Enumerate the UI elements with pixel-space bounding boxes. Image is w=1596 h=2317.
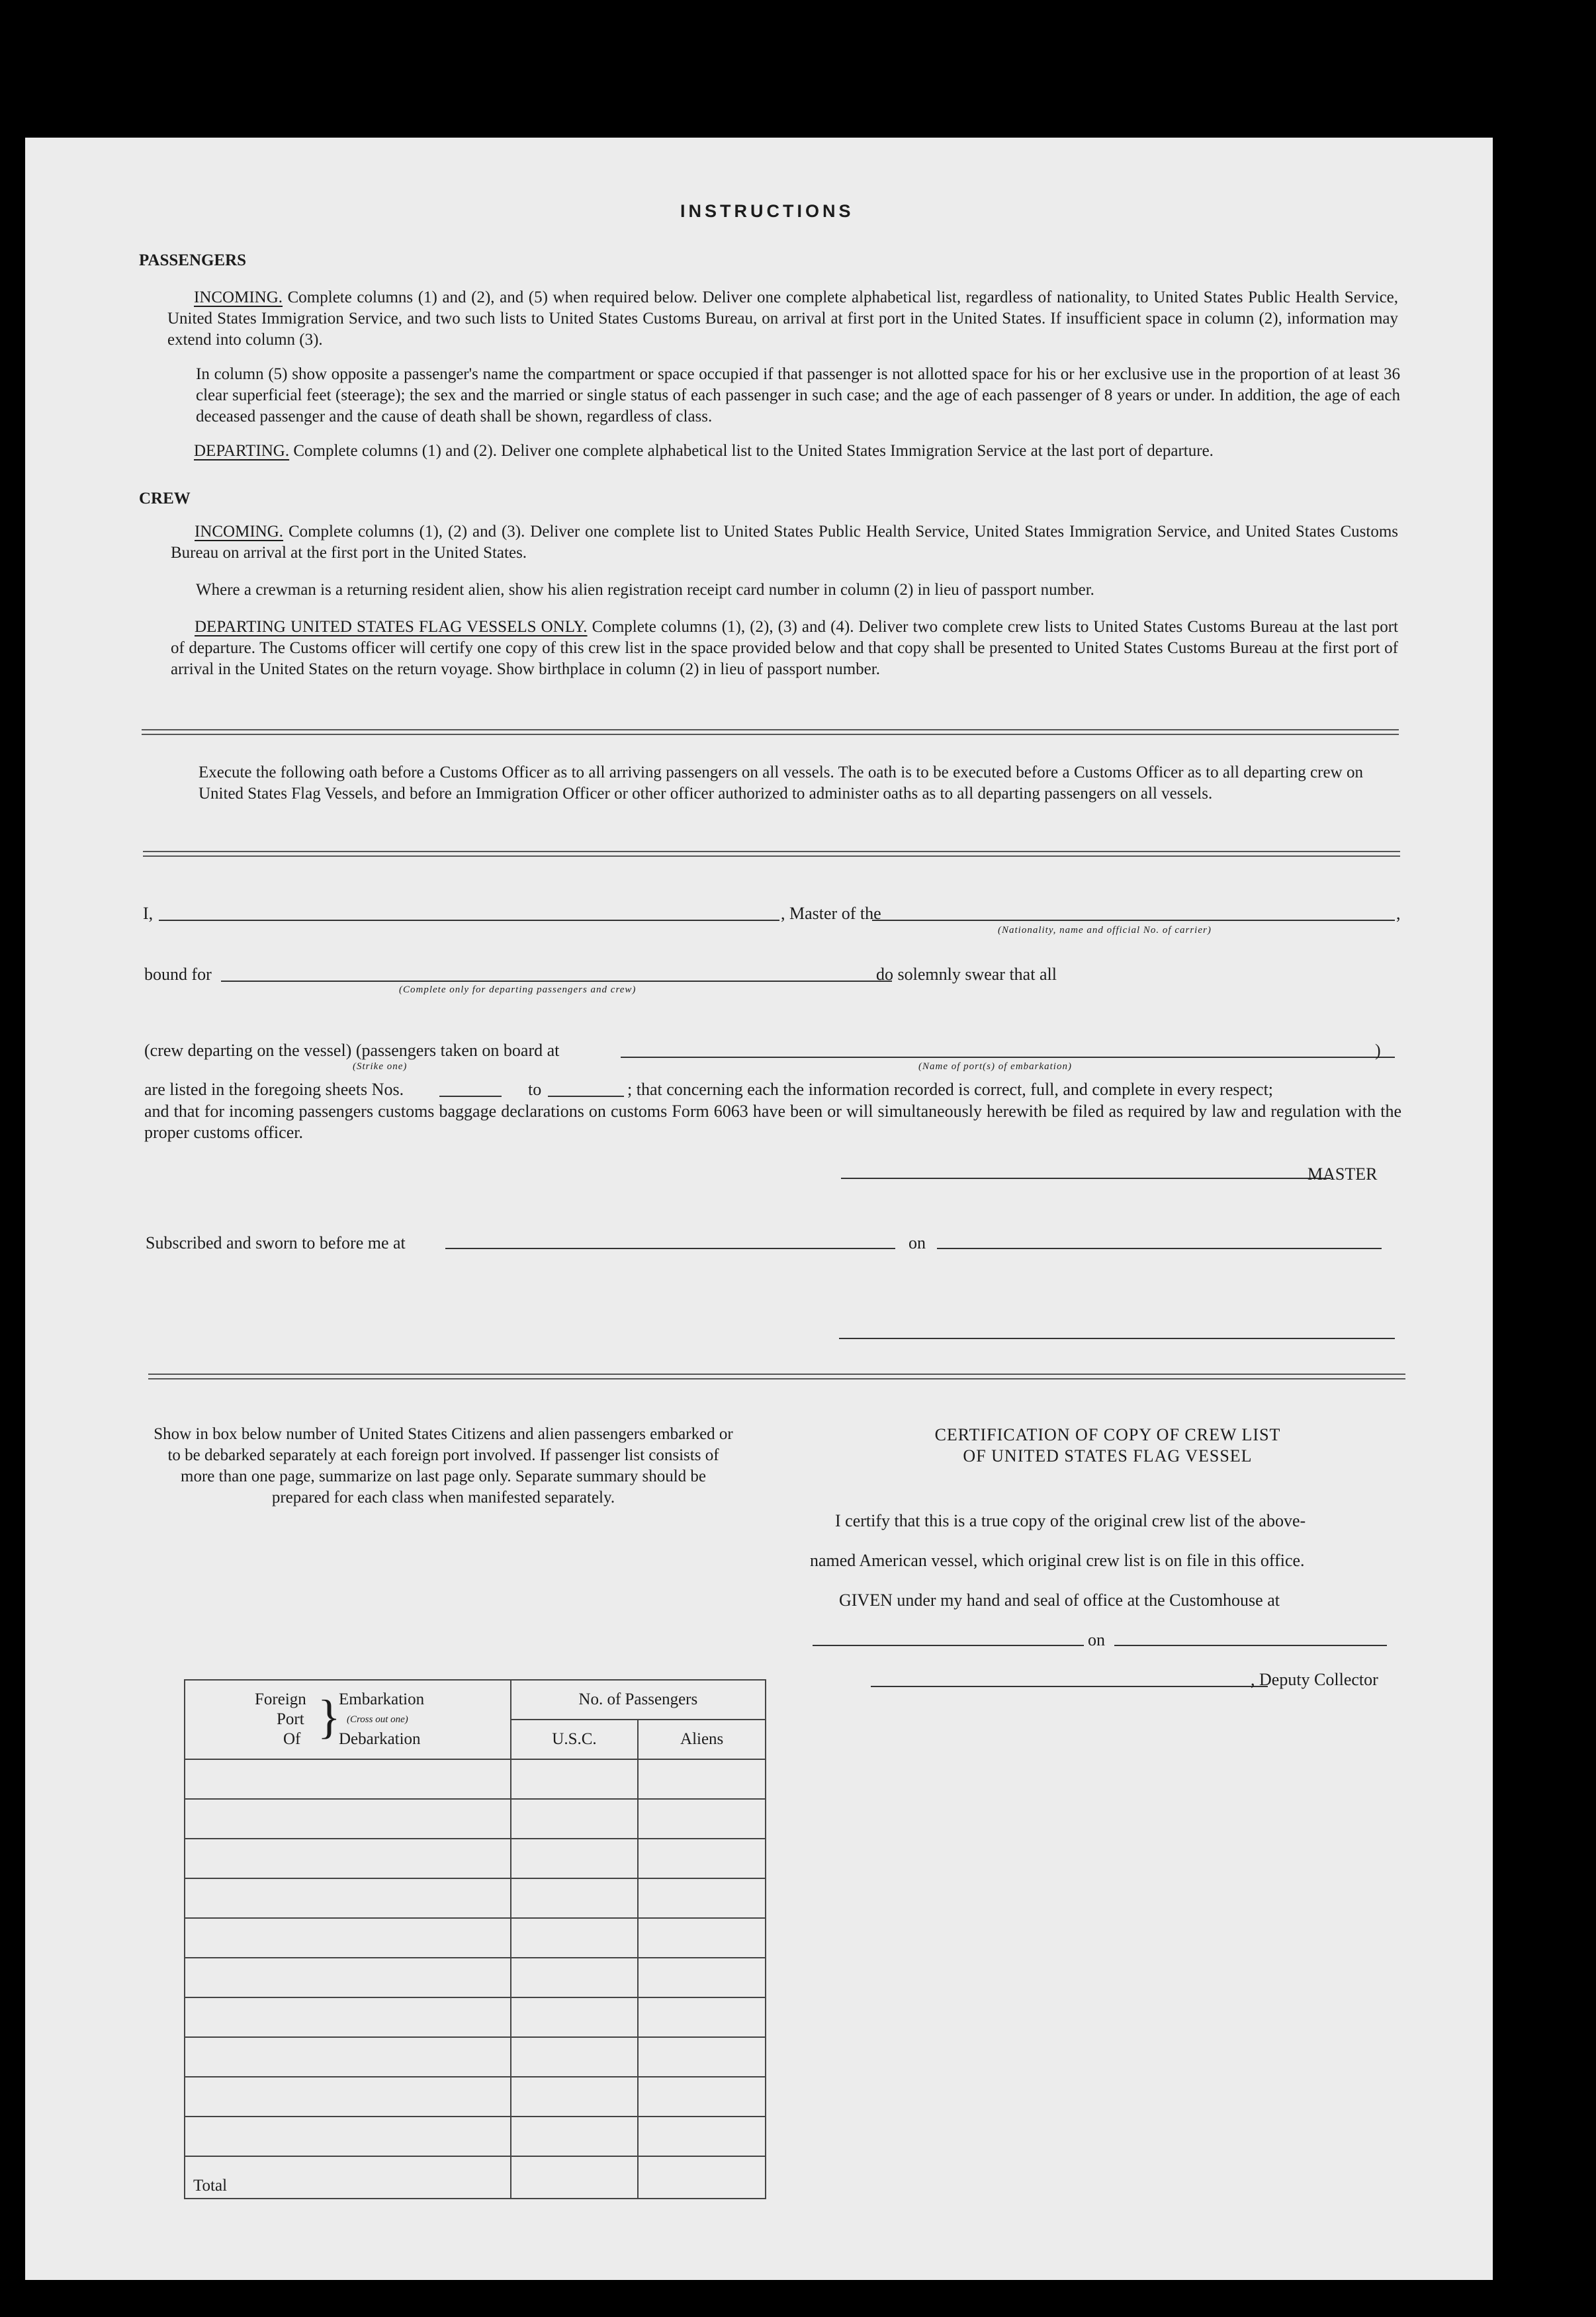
summary-row	[185, 1958, 766, 1997]
aliens-cell[interactable]	[638, 1799, 766, 1839]
oath-subscribed: Subscribed and sworn to before me at	[146, 1233, 406, 1252]
port-cell[interactable]	[185, 1839, 511, 1878]
port-cell[interactable]	[185, 2117, 511, 2156]
document-sheet	[25, 138, 1493, 2280]
aliens-cell[interactable]	[638, 1997, 766, 2037]
brace-icon: }	[318, 1690, 341, 1743]
summary-row	[185, 2037, 766, 2077]
foreign-label: Foreign	[255, 1690, 306, 1708]
customhouse-line[interactable]	[813, 1645, 1084, 1646]
usc-cell[interactable]	[511, 1759, 639, 1799]
summary-row	[185, 1839, 766, 1878]
sworn-place-line[interactable]	[445, 1248, 895, 1249]
port-caption: (Name of port(s) of embarkation)	[918, 1061, 1072, 1072]
port-cell[interactable]	[185, 1759, 511, 1799]
passengers-heading: PASSENGERS	[139, 251, 247, 269]
deputy-signature-line[interactable]	[871, 1686, 1268, 1687]
aliens-cell[interactable]	[638, 2077, 766, 2117]
passengers-incoming-paragraph	[167, 287, 1398, 351]
section-divider	[143, 851, 1400, 857]
crew-incoming-paragraph	[171, 521, 1398, 564]
aliens-cell[interactable]	[638, 1759, 766, 1799]
usc-cell[interactable]	[511, 1918, 639, 1958]
certify-line1: I certify that this is a true copy of the original crew list of the above-	[835, 1511, 1306, 1530]
given-text: GIVEN under my hand and seal of office at the Customhouse at	[839, 1591, 1280, 1610]
total-label: Total	[185, 2156, 511, 2199]
passengers-incoming-label: INCOMING.	[194, 288, 283, 306]
page-title: INSTRUCTIONS	[680, 201, 854, 221]
crew-incoming-text: Complete columns (1), (2) and (3). Deliver one complete list to United States Public Health Service, United States Immigration Service, and United States Customs Bureau on arrival at the first port in the United States.	[171, 523, 1399, 562]
summary-total-row	[185, 2156, 766, 2199]
passengers-column5-paragraph: In column (5) show opposite a passenger's name the compartment or space occupied if that passenger is not allotted space for his or her exclusive use in the proportion of at least 36 clear superficial feet (steerage); the sex and the married or single status of each passenger in such case; and the age of each passenger of 8 years or under. In addition, the age of each deceased passenger and the cause of death shall be shown, regardless of class.	[196, 365, 1400, 425]
embarkation-port-line[interactable]	[621, 1057, 1395, 1058]
nationality-caption: (Nationality, name and official No. of carrier)	[998, 925, 1212, 936]
passengers-departing-paragraph	[167, 441, 1398, 462]
aliens-cell[interactable]	[638, 1878, 766, 1918]
officer-signature-line[interactable]	[839, 1338, 1395, 1339]
passenger-summary-table	[184, 1679, 766, 2199]
crew-incoming-label: INCOMING.	[195, 523, 284, 541]
summary-instructions: Show in box below number of United States Citizens and alien passengers embarked or to be debarked separately at each foreign port involved. If passenger list consists of more than one page, summarize on last page only. Separate summary should be prepared for each class when manifested separately.	[154, 1425, 733, 1507]
aliens-cell[interactable]	[638, 1918, 766, 1958]
summary-row	[185, 1799, 766, 1839]
port-cell[interactable]	[185, 1958, 511, 1997]
sheet-from-line[interactable]	[439, 1096, 502, 1097]
complete-caption: (Complete only for departing passengers and crew)	[399, 984, 637, 995]
certification-on: on	[1088, 1630, 1105, 1649]
of-label: Of	[283, 1730, 301, 1748]
port-label: Port	[277, 1710, 304, 1728]
oath-listed-rest: and that for incoming passengers customs baggage declarations on customs Form 6063 have been or will simultaneously herewith be filed as required by law and regulation with the proper customs officer.	[144, 1102, 1401, 1142]
usc-total-cell[interactable]	[511, 2156, 639, 2199]
master-label: MASTER	[1308, 1164, 1378, 1184]
aliens-cell[interactable]	[638, 2117, 766, 2156]
crew-resident-paragraph: Where a crewman is a returning resident alien, show his alien registration receipt card number in column (2) in lieu of passport number.	[196, 581, 1094, 599]
summary-row	[185, 2117, 766, 2156]
certify-line2: named American vessel, which original crew list is on file in this office.	[810, 1551, 1305, 1570]
oath-master-of-the: , Master of the	[781, 904, 881, 923]
usc-cell[interactable]	[511, 2117, 639, 2156]
oath-i: I,	[143, 904, 154, 923]
port-cell[interactable]	[185, 1878, 511, 1918]
aliens-cell[interactable]	[638, 1839, 766, 1878]
aliens-header: Aliens	[638, 1720, 766, 1759]
aliens-total-cell[interactable]	[638, 2156, 766, 2199]
usc-cell[interactable]	[511, 2037, 639, 2077]
usc-cell[interactable]	[511, 1958, 639, 1997]
oath-listed-prefix: are listed in the foregoing sheets Nos.	[144, 1080, 404, 1099]
summary-row	[185, 1997, 766, 2037]
passengers-departing-label: DEPARTING.	[194, 442, 290, 460]
summary-row	[185, 1918, 766, 1958]
aliens-cell[interactable]	[638, 2037, 766, 2077]
certification-title-line2: OF UNITED STATES FLAG VESSEL	[963, 1446, 1253, 1465]
cross-out-label: (Cross out one)	[347, 1714, 408, 1725]
no-of-passengers-header: No. of Passengers	[511, 1680, 766, 1720]
port-cell[interactable]	[185, 1997, 511, 2037]
passengers-incoming-text: Complete columns (1) and (2), and (5) when required below. Deliver one complete alphabetical list, regardless of nationality, to United States Public Health Service, United States Immigration Service, and two such lists to United States Customs Bureau, on arrival at first port in the United States. If insufficient space in column (2), information may extend into column (3).	[167, 288, 1399, 349]
section-divider	[142, 729, 1399, 735]
certification-title-line1: CERTIFICATION OF COPY OF CREW LIST	[934, 1425, 1281, 1444]
summary-row	[185, 1759, 766, 1799]
sworn-date-line[interactable]	[937, 1248, 1382, 1249]
crew-departing-label: DEPARTING UNITED STATES FLAG VESSELS ONLY.	[195, 618, 588, 636]
sheet-to-line[interactable]	[548, 1096, 624, 1097]
port-cell[interactable]	[185, 2077, 511, 2117]
carrier-line[interactable]	[872, 920, 1395, 921]
embarkation-label: Embarkation	[339, 1690, 425, 1708]
usc-cell[interactable]	[511, 1839, 639, 1878]
port-cell[interactable]	[185, 1918, 511, 1958]
port-cell[interactable]	[185, 1799, 511, 1839]
oath-bound-for: bound for	[144, 965, 212, 984]
oath-on: on	[909, 1233, 926, 1252]
crew-heading: CREW	[139, 490, 191, 507]
usc-cell[interactable]	[511, 1997, 639, 2037]
port-header-cell	[185, 1680, 511, 1759]
master-signature-line[interactable]	[841, 1178, 1331, 1179]
summary-row	[185, 2077, 766, 2117]
certification-date-line[interactable]	[1114, 1645, 1387, 1646]
oath-to: to	[528, 1080, 542, 1099]
debarkation-label: Debarkation	[339, 1730, 421, 1748]
strike-caption: (Strike one)	[353, 1061, 408, 1072]
deputy-collector-label: , Deputy Collector	[1251, 1670, 1378, 1689]
aliens-cell[interactable]	[638, 1958, 766, 1997]
usc-cell[interactable]	[511, 2077, 639, 2117]
oath-solemnly: do solemnly swear that all	[876, 965, 1057, 984]
crew-departing-paragraph	[171, 617, 1398, 680]
master-name-line[interactable]	[159, 920, 779, 921]
oath-crew-departing: (crew departing on the vessel) (passengers taken on board at	[144, 1041, 560, 1060]
section-divider	[148, 1374, 1405, 1379]
usc-cell[interactable]	[511, 1799, 639, 1839]
oath-close-paren: )	[1375, 1041, 1381, 1060]
summary-row	[185, 1878, 766, 1918]
oath-instruction: Execute the following oath before a Customs Officer as to all arriving passengers on all vessels. The oath is to be executed before a Customs Officer as to all departing crew on United States Flag Vessels, and before an Immigration Officer or other officer authorized to administer oaths as to all departing passengers on all vessels.	[199, 764, 1363, 803]
usc-header: U.S.C.	[511, 1720, 639, 1759]
crew-departing-text: Complete columns (1), (2), (3) and (4). Deliver two complete crew lists to United States Customs Bureau at the last port of departure. The Customs officer will certify one copy of this crew list in the space provided below and that copy shall be presented to United States Customs Bureau at the first port of arrival in the United States on the return voyage. Show birthplace in column (2) in lieu of passport number.	[171, 618, 1398, 678]
summary-header-row	[185, 1680, 766, 1720]
passengers-departing-text: Complete columns (1) and (2). Deliver one complete alphabetical list to the United States Immigration Service at the last port of departure.	[293, 442, 1214, 460]
destination-line[interactable]	[221, 981, 892, 982]
oath-comma: ,	[1396, 904, 1401, 923]
oath-listed-suffix: ; that concerning each the information recorded is correct, full, and complete in every respect;	[627, 1080, 1274, 1099]
port-cell[interactable]	[185, 2037, 511, 2077]
usc-cell[interactable]	[511, 1878, 639, 1918]
